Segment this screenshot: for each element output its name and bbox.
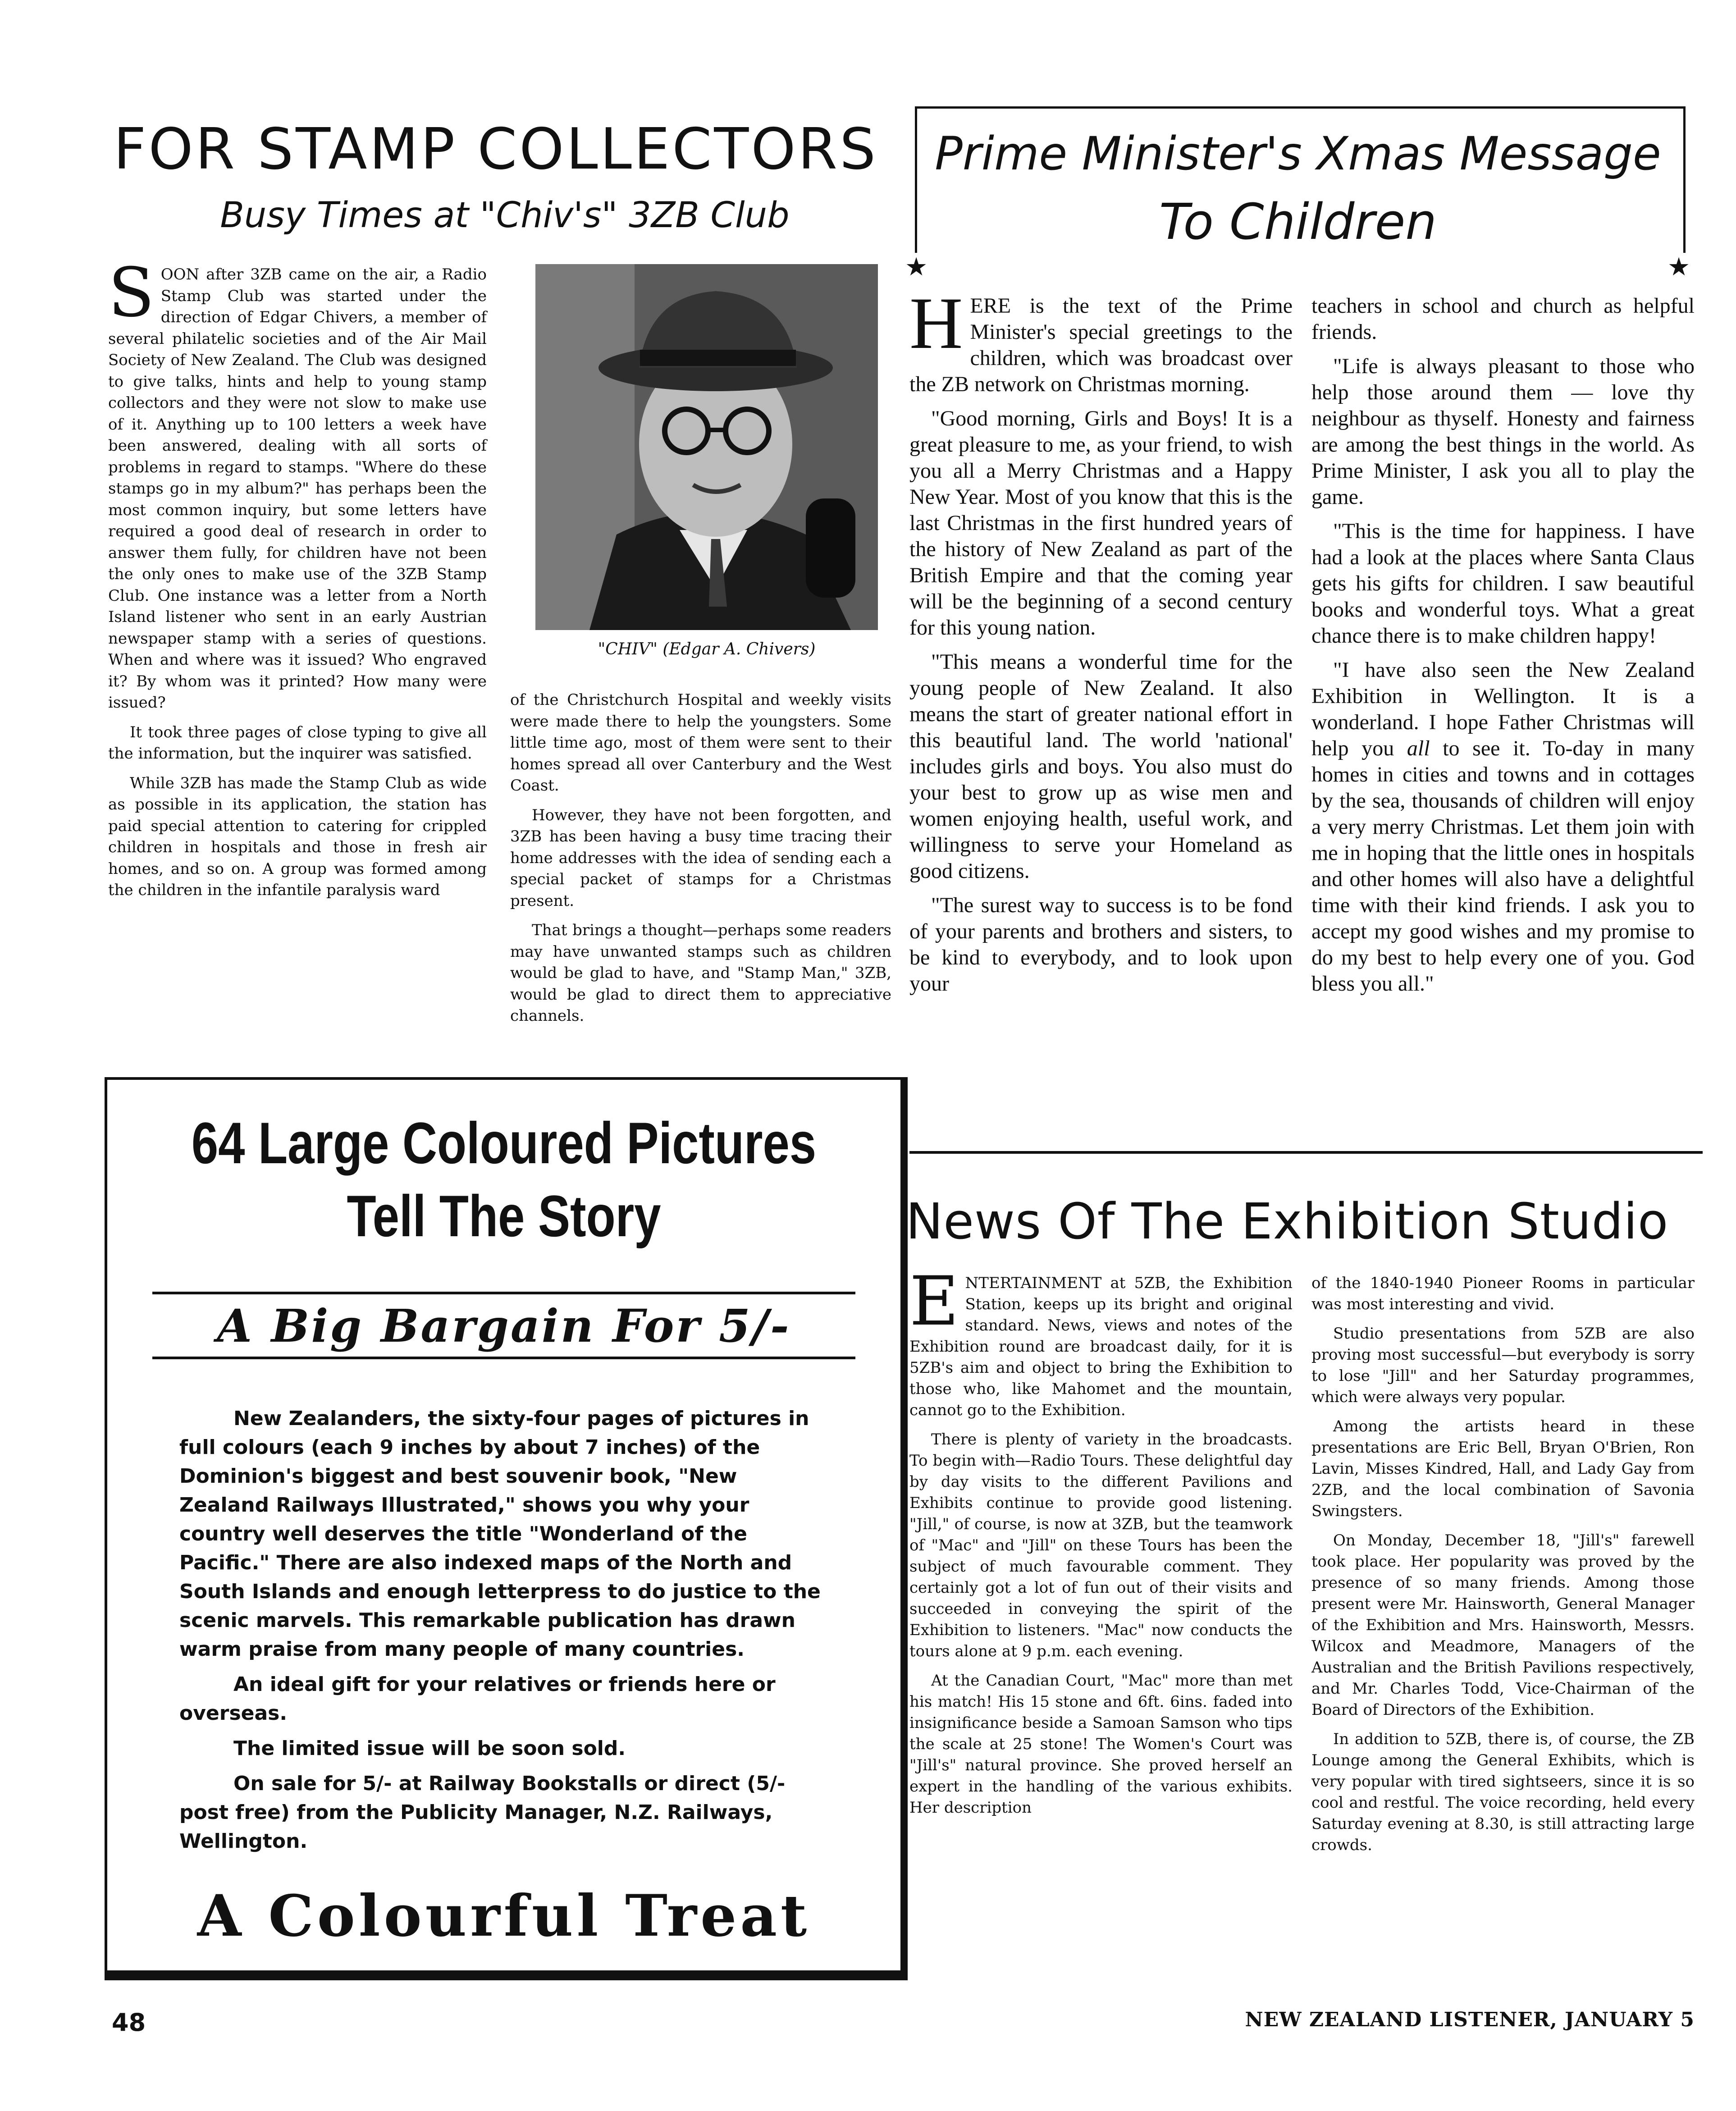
pm-title-line-1: Prime Minister's Xmas Message (935, 127, 1661, 181)
stamp-article-title: FOR STAMP COLLECTORS (113, 116, 878, 182)
drop-cap-s: S (108, 254, 155, 332)
news-column-1 (909, 1262, 1293, 1827)
pm-col2-paragraph-2: "Life is always pleasant to those who help those around them — love thy neighbour as thyself. Honesty and fairness are among the best things in the world. As Prime Minister, I ask you all to play the game. (1311, 354, 1695, 509)
ad-box (105, 1077, 908, 1980)
section-divider (909, 1151, 1703, 1154)
drop-cap-h: H (909, 283, 963, 364)
stamp-col2-paragraph-1: of the Christchurch Hospital and weekly visits were made there to help the youngsters. Some little time ago, most of them were sent to their homes spread all over Canterbury and the West Coast. (510, 691, 891, 795)
emphasis-all: all (1407, 736, 1430, 760)
stamp-column-2 (510, 690, 891, 1035)
news-col2-paragraph-5: In addition to 5ZB, there is, of course, the ZB Lounge among the General Exhibits, which is very popular with tired sightseers, since it is so cool and restful. The voice recording, held every Saturday evening at 8.30, is still attracting large crowds. (1311, 1730, 1695, 1854)
ad-headline-line-2: Tell The Story (347, 1183, 661, 1249)
pm-col2-paragraph-1: teachers in school and church as helpful friends. (1311, 294, 1695, 344)
ad-body (179, 1404, 824, 1856)
drop-cap-e: E (909, 1262, 959, 1341)
stamp-col2-paragraph-2: However, they have not been forgotten, and 3ZB has been having a busy time tracing their home addresses with the idea of sending each a special packet of stamps for a Christmas present. (510, 806, 891, 910)
pm-paragraph-3: "The surest way to success is to be fond of your parents and brothers and sisters, to be kind to everybody, and to look upon your (909, 893, 1293, 996)
star-icon-right: ★ (1667, 252, 1690, 282)
pm-col2-paragraph-3: "This is the time for happiness. I have had a look at the places where Santa Claus gets his gifts for children. I saw beautiful books and wonderful toys. What a great chance there is to make children happy! (1311, 519, 1695, 648)
news-paragraph-2: There is plenty of variety in the broadcasts. To begin with—Radio Tours. These delightful day by day visits to the different Pavilions and Exhibits continue to provide good listening. "Jill," of course, is now at 3ZB, but the teamwork of "Mac" and "Jill" on these Tours has been the subject of much favourable comment. They certainly got a lot of fun out of their visits and succeeded in conveying the spirit of the Exhibition to listeners. "Mac" now conducts the tours alone at 9 p.m. each evening. (909, 1430, 1293, 1660)
ad-rule-bottom (152, 1357, 855, 1359)
star-icon-left: ★ (905, 252, 928, 282)
photo-caption: "CHIV" (Edgar A. Chivers) (598, 640, 816, 658)
stamp-paragraph-1: OON after 3ZB came on the air, a Radio Stamp Club was started under the direction of Edgar Chivers, a member of several philatelic societies and of the Air Mail Society of New Zealand. The Club was designed to give talks, hints and help to young stamp collectors and they were not slow to make use of it. Anything up to 100 letters a week have been answered, dealing with all sorts of problems in regard to stamps. "Where do these stamps go in my album?" has perhaps been the most common inquiry, but some letters have required a good deal of research in order to answer them fully, for children have not been the only ones to make use of the 3ZB Stamp Club. One instance was a letter from a North Island listener who sent in an early Austrian newspaper stamp with a series of questions. When and where was it issued? Who engraved it? By whom was it printed? How many were issued? (108, 265, 487, 712)
ad-body-paragraph-3: The limited issue will be soon sold. (233, 1737, 626, 1760)
pm-intro: ERE is the text of the Prime Minister's special greetings to the children, which was broadcast over the ZB network on Christmas morning. (909, 294, 1293, 396)
ad-footer-slogan: A Colourful Treat (197, 1883, 811, 1949)
news-col2-paragraph-2: Studio presentations from 5ZB are also proving most successful—but everybody is sorry to lose "Jill" and her Saturday programmes, which were always very popular. (1311, 1325, 1695, 1406)
news-col2-paragraph-3: Among the artists heard in these presentations are Eric Bell, Bryan O'Brien, Ron Lavin, Misses Kindred, Hall, and Lady Gay from 2ZB, and the local combination of Savonia Swingsters. (1311, 1417, 1695, 1520)
page-number: 48 (112, 2008, 146, 2037)
publication-footer: NEW ZEALAND LISTENER, JANUARY 5 (1245, 2008, 1695, 2031)
ad-body-paragraph-4: On sale for 5/- at Railway Bookstalls or direct (5/- post free) from the Publicity Manager, N.Z. Railways, Wellington. (179, 1772, 786, 1853)
news-paragraph-3: At the Canadian Court, "Mac" more than met his match! His 15 stone and 6ft. 6ins. faded into insignificance beside a Samoan Samson who tips the scale at 25 stone! The Women's Court was "Jill's" natural province. She proved herself an expert in the handling of the various exhibits. Her description (909, 1672, 1293, 1817)
news-paragraph-1: NTERTAINMENT at 5ZB, the Exhibition Station, keeps up its bright and original standard. News, views and notes of the Exhibition round are broadcast daily, for it is 5ZB's aim and object to bring the Exhibition to those who, like Mahomet and the mountain, cannot go to the Exhibition. (909, 1274, 1293, 1419)
pm-column-1 (909, 283, 1293, 1005)
ad-body-paragraph-2: An ideal gift for your relatives or friends here or overseas. (179, 1673, 776, 1725)
news-column-2 (1311, 1273, 1695, 1864)
ad-body-paragraph-1: New Zealanders, the sixty-four pages of pictures in full colours (each 9 inches by about 7 inches) of the Dominion's biggest and best souvenir book, "New Zealand Railways Illustrated," shows you why your country well deserves the title "Wonderland of the Pacific." There are also indexed maps of the North and South Islands and enough letterpress to do justice to the scenic marvels. This remarkable publication has drawn warm praise from many people of many countries. (179, 1407, 821, 1661)
pm-paragraph-1: "Good morning, Girls and Boys! It is a great pleasure to me, as your friend, to wish you all a Merry Christmas and a Happy New Year. Most of you know that this is the last Christmas in the first hundred years of the history of New Zealand as part of the British Empire and that the coming year will be the beginning of a second century for this young nation. (909, 407, 1293, 640)
stamp-col2-paragraph-3: That brings a thought—perhaps some readers may have unwanted stamps such as children would be glad to have, and "Stamp Man," 3ZB, would be glad to direct them to appreciative channels. (510, 921, 891, 1025)
news-col2-paragraph-1: of the 1840-1940 Pioneer Rooms in particular was most interesting and vivid. (1311, 1274, 1695, 1313)
pm-col2-paragraph-4: "I have also seen the New Zealand Exhibition in Wellington. It is a wonderland. I hope Father Christmas will help you all to see it. To-day in many homes in cities and towns and in cottages by the sea, thousands of children will enjoy a very merry Christmas. Let them join with me in hoping that the little ones in hospitals and other homes will also have a delightful time with their kind friends. I ask you to accept my good wishes and my promise to do my best to help every one of you. God bless you all." (1311, 658, 1695, 996)
man-portrait-icon (535, 264, 878, 630)
news-title: News Of The Exhibition Studio (906, 1193, 1669, 1250)
ad-rule-top (152, 1292, 855, 1294)
pm-paragraph-2: "This means a wonderful time for the young people of New Zealand. It also means the start of greater national effort in this beautiful land. The world 'national' includes girls and boys. You also must do your best to grow up as wise men and women enjoying health, useful work, and willingness to serve your Homeland as good citizens. (909, 650, 1293, 883)
ad-headline-line-1: 64 Large Coloured Pictures (191, 1110, 817, 1176)
stamp-article-subtitle: Busy Times at "Chiv's" 3ZB Club (220, 195, 790, 236)
ad-bargain-banner: A Big Bargain For 5/- (217, 1299, 791, 1353)
chivers-photo (535, 264, 878, 630)
pm-column-2 (1311, 293, 1695, 1005)
stamp-paragraph-3: While 3ZB has made the Stamp Club as wide as possible in its application, the station has paid special attention to catering for crippled children in hospitals and those in fresh air homes, and so on. A group was formed among the children in the infantile paralysis ward (108, 774, 487, 899)
news-col2-paragraph-4: On Monday, December 18, "Jill's" farewell took place. Her popularity was proved by the presence of so many friends. Among those present were Mr. Hainsworth, General Manager of the Exhibition and Mrs. Hainsworth, Messrs. Wilcox and Meadmore, Managers of the Australian and the British Pavilions respectively, and Mr. Charles Todd, Vice-Chairman of the Board of Directors of the Exhibition. (1311, 1531, 1695, 1719)
pm-title-line-2: To Children (1159, 193, 1437, 251)
stamp-paragraph-2: It took three pages of close typing to give all the information, but the inquirer was satisfied. (108, 723, 487, 763)
stamp-column-1 (108, 254, 487, 909)
